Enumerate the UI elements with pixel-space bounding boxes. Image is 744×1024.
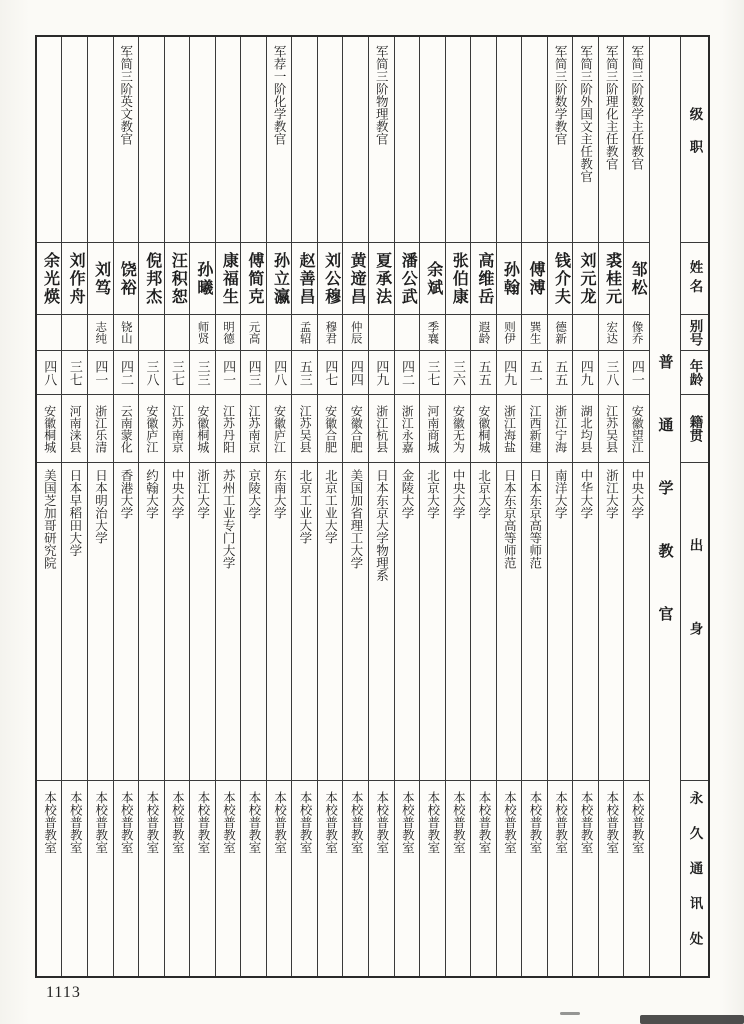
person-background: 日本东京高等师范 xyxy=(497,462,522,780)
person-native-place: 安徽桐城 xyxy=(471,394,496,462)
scan-artifact xyxy=(560,1012,580,1015)
person-address: 本校普教室 xyxy=(88,780,113,976)
person-rank: 军荐一阶化学教官 xyxy=(272,45,287,145)
person-rank xyxy=(190,37,215,242)
person-name: 孙立瀛 xyxy=(267,242,292,314)
person-native-place: 安徽桐城 xyxy=(190,394,215,462)
person-background: 日本东京高等师范 xyxy=(522,462,547,780)
person-rank: 军简三阶数学主任教官 xyxy=(629,45,644,170)
person-alias xyxy=(37,314,62,350)
person-native-place: 云南蒙化 xyxy=(114,394,139,462)
page-number: 1113 xyxy=(46,984,81,1001)
header-address-text: 永久通讯处 xyxy=(687,790,703,967)
person-column xyxy=(215,37,241,976)
person-background: 香港大学 xyxy=(114,462,139,780)
person-age: 三六 xyxy=(446,350,471,394)
person-rank xyxy=(522,37,547,242)
header-rank-label xyxy=(681,37,708,242)
person-name: 邹松 xyxy=(624,242,649,314)
person-address: 本校普教室 xyxy=(573,780,598,976)
person-age: 四九 xyxy=(573,350,598,394)
header-name-text: 姓名 xyxy=(687,259,703,298)
header-address-label xyxy=(681,780,708,976)
person-rank xyxy=(420,37,445,242)
person-address: 本校普教室 xyxy=(318,780,343,976)
person-column xyxy=(445,37,471,976)
person-column xyxy=(61,37,87,976)
header-background-text: 出身 xyxy=(687,537,703,706)
person-column xyxy=(164,37,190,976)
person-alias: 仲辰 xyxy=(343,314,368,350)
person-column xyxy=(394,37,420,976)
person-background: 中央大学 xyxy=(624,462,649,780)
person-rank xyxy=(241,37,266,242)
person-rank: 军简三阶英文教官 xyxy=(118,45,133,145)
person-rank: 军简三阶物理教官 xyxy=(374,45,389,145)
person-alias: 铙山 xyxy=(114,314,139,350)
person-alias: 穆君 xyxy=(318,314,343,350)
person-rank xyxy=(139,37,164,242)
person-column xyxy=(37,37,62,976)
person-column xyxy=(419,37,445,976)
header-alias-text: 别号 xyxy=(687,319,703,346)
person-address: 本校普教室 xyxy=(395,780,420,976)
person-address: 本校普教室 xyxy=(369,780,394,976)
person-name: 夏承法 xyxy=(369,242,394,314)
person-address: 本校普教室 xyxy=(37,780,62,976)
person-alias xyxy=(139,314,164,350)
person-alias xyxy=(573,314,598,350)
person-age: 三七 xyxy=(62,350,87,394)
person-address: 本校普教室 xyxy=(190,780,215,976)
person-background: 美国芝加哥研究院 xyxy=(37,462,62,780)
person-age: 三八 xyxy=(139,350,164,394)
person-age: 四二 xyxy=(114,350,139,394)
person-native-place: 安徽无为 xyxy=(446,394,471,462)
person-column xyxy=(547,37,573,976)
person-name: 倪邦杰 xyxy=(139,242,164,314)
person-age: 五三 xyxy=(292,350,317,394)
person-name: 赵善昌 xyxy=(292,242,317,314)
person-age: 四八 xyxy=(267,350,292,394)
person-name: 饶裕 xyxy=(114,242,139,314)
person-alias: 孟轺 xyxy=(292,314,317,350)
person-rank xyxy=(165,37,190,242)
person-rank xyxy=(471,37,496,242)
person-address: 本校普教室 xyxy=(599,780,624,976)
person-rank: 军简三阶数学教官 xyxy=(553,45,568,145)
person-rank xyxy=(292,37,317,242)
person-address: 本校普教室 xyxy=(624,780,649,976)
person-native-place: 江西新建 xyxy=(522,394,547,462)
person-age: 四二 xyxy=(395,350,420,394)
person-name: 汪积恕 xyxy=(165,242,190,314)
person-alias: 明德 xyxy=(216,314,241,350)
person-name: 孙翰 xyxy=(497,242,522,314)
header-rank-text: 级职 xyxy=(687,107,703,172)
person-background: 金陵大学 xyxy=(395,462,420,780)
person-column xyxy=(598,37,624,976)
person-alias: 德新 xyxy=(548,314,573,350)
person-column xyxy=(87,37,113,976)
header-age-label xyxy=(681,350,708,394)
person-age: 四九 xyxy=(369,350,394,394)
person-name: 余斌 xyxy=(420,242,445,314)
person-address: 本校普教室 xyxy=(522,780,547,976)
person-background: 中央大学 xyxy=(165,462,190,780)
person-rank xyxy=(88,37,113,242)
person-native-place: 江苏丹阳 xyxy=(216,394,241,462)
person-name: 潘公武 xyxy=(395,242,420,314)
person-name: 傅简克 xyxy=(241,242,266,314)
person-address: 本校普教室 xyxy=(497,780,522,976)
person-alias: 师贤 xyxy=(190,314,215,350)
person-rank: 军简三阶外国文主任教官 xyxy=(578,45,593,183)
person-address: 本校普教室 xyxy=(343,780,368,976)
person-address: 本校普教室 xyxy=(292,780,317,976)
person-background: 日本东京大学物理系 xyxy=(369,462,394,780)
person-address: 本校普教室 xyxy=(420,780,445,976)
person-native-place: 浙江乐清 xyxy=(88,394,113,462)
person-rank: 军简三阶理化主任教官 xyxy=(604,45,619,170)
person-native-place: 安徽合肥 xyxy=(343,394,368,462)
person-column xyxy=(189,37,215,976)
person-age: 五一 xyxy=(522,350,547,394)
person-age: 三七 xyxy=(165,350,190,394)
person-background: 中央大学 xyxy=(446,462,471,780)
person-age: 四三 xyxy=(241,350,266,394)
person-address: 本校普教室 xyxy=(139,780,164,976)
header-native-text: 籍贯 xyxy=(687,415,703,442)
person-column xyxy=(291,37,317,976)
person-name: 张伯康 xyxy=(446,242,471,314)
header-name-label xyxy=(681,242,708,314)
person-column xyxy=(240,37,266,976)
person-native-place: 安徽庐江 xyxy=(139,394,164,462)
person-native-place: 浙江宁海 xyxy=(548,394,573,462)
person-column xyxy=(496,37,522,976)
person-name: 高维岳 xyxy=(471,242,496,314)
person-alias: 巽生 xyxy=(522,314,547,350)
scan-artifact xyxy=(640,1015,744,1024)
person-address: 本校普教室 xyxy=(471,780,496,976)
person-background: 美国加省理工大学 xyxy=(343,462,368,780)
person-rank xyxy=(37,37,62,242)
person-age: 四九 xyxy=(497,350,522,394)
person-native-place: 江苏吴县 xyxy=(599,394,624,462)
person-native-place: 安徽桐城 xyxy=(37,394,62,462)
person-address: 本校普教室 xyxy=(267,780,292,976)
person-native-place: 江苏吴县 xyxy=(292,394,317,462)
person-alias xyxy=(369,314,394,350)
person-name: 康福生 xyxy=(216,242,241,314)
person-rank xyxy=(343,37,368,242)
header-age-text: 年龄 xyxy=(687,359,703,386)
person-alias xyxy=(267,314,292,350)
person-alias: 则伊 xyxy=(497,314,522,350)
person-age: 五五 xyxy=(471,350,496,394)
person-rank xyxy=(395,37,420,242)
person-background: 北京工业大学 xyxy=(292,462,317,780)
person-alias: 遐龄 xyxy=(471,314,496,350)
person-alias: 季襄 xyxy=(420,314,445,350)
person-name: 裘桂元 xyxy=(599,242,624,314)
person-rank xyxy=(216,37,241,242)
person-column xyxy=(342,37,368,976)
person-name: 黄遆昌 xyxy=(343,242,368,314)
person-alias: 宏达 xyxy=(599,314,624,350)
person-column xyxy=(266,37,292,976)
person-rank xyxy=(318,37,343,242)
person-background: 日本早稻田大学 xyxy=(62,462,87,780)
person-age: 四一 xyxy=(88,350,113,394)
person-column xyxy=(623,37,649,976)
person-name: 刘笃 xyxy=(88,242,113,314)
person-column xyxy=(572,37,598,976)
person-age: 三八 xyxy=(599,350,624,394)
person-name: 孙曦 xyxy=(190,242,215,314)
person-alias: 志纯 xyxy=(88,314,113,350)
person-background: 北京工业大学 xyxy=(318,462,343,780)
person-alias: 元高 xyxy=(241,314,266,350)
person-age: 四八 xyxy=(37,350,62,394)
person-name: 刘元龙 xyxy=(573,242,598,314)
person-name: 傅溥 xyxy=(522,242,547,314)
person-alias xyxy=(395,314,420,350)
person-native-place: 浙江永嘉 xyxy=(395,394,420,462)
person-address: 本校普教室 xyxy=(62,780,87,976)
person-background: 中华大学 xyxy=(573,462,598,780)
person-age: 四四 xyxy=(343,350,368,394)
person-age: 四一 xyxy=(624,350,649,394)
person-native-place: 浙江海盐 xyxy=(497,394,522,462)
person-native-place: 江苏南京 xyxy=(241,394,266,462)
person-alias xyxy=(62,314,87,350)
person-native-place: 安徽望江 xyxy=(624,394,649,462)
person-native-place: 安徽庐江 xyxy=(267,394,292,462)
person-background: 浙江大学 xyxy=(599,462,624,780)
section-title-column xyxy=(649,37,680,976)
person-rank xyxy=(62,37,87,242)
header-native-label xyxy=(681,394,708,462)
person-column xyxy=(138,37,164,976)
person-alias xyxy=(446,314,471,350)
person-name: 余光煐 xyxy=(37,242,62,314)
person-background: 约翰大学 xyxy=(139,462,164,780)
person-age: 四七 xyxy=(318,350,343,394)
person-address: 本校普教室 xyxy=(241,780,266,976)
person-native-place: 浙江杭县 xyxy=(369,394,394,462)
person-address: 本校普教室 xyxy=(216,780,241,976)
person-name: 刘公穆 xyxy=(318,242,343,314)
person-native-place: 安徽合肥 xyxy=(318,394,343,462)
person-rank xyxy=(446,37,471,242)
person-address: 本校普教室 xyxy=(446,780,471,976)
person-background: 东南大学 xyxy=(267,462,292,780)
person-name: 刘作舟 xyxy=(62,242,87,314)
person-column xyxy=(470,37,496,976)
person-native-place: 河南商城 xyxy=(420,394,445,462)
person-native-place: 河南涞县 xyxy=(62,394,87,462)
person-column xyxy=(368,37,394,976)
person-address: 本校普教室 xyxy=(548,780,573,976)
person-background: 苏州工业专门大学 xyxy=(216,462,241,780)
personnel-register-table xyxy=(35,35,710,978)
section-title: 普通学教官 xyxy=(656,354,674,669)
person-alias: 像乔 xyxy=(624,314,649,350)
person-name: 钱介夫 xyxy=(548,242,573,314)
person-age: 五五 xyxy=(548,350,573,394)
person-age: 四一 xyxy=(216,350,241,394)
person-rank xyxy=(497,37,522,242)
person-column xyxy=(521,37,547,976)
person-address: 本校普教室 xyxy=(165,780,190,976)
header-alias-label xyxy=(681,314,708,350)
person-background: 南洋大学 xyxy=(548,462,573,780)
person-column xyxy=(113,37,139,976)
person-age: 三七 xyxy=(420,350,445,394)
person-age: 三三 xyxy=(190,350,215,394)
person-background: 京陵大学 xyxy=(241,462,266,780)
person-address: 本校普教室 xyxy=(114,780,139,976)
person-background: 北京大学 xyxy=(420,462,445,780)
person-background: 北京大学 xyxy=(471,462,496,780)
person-column xyxy=(317,37,343,976)
header-background-label xyxy=(681,462,708,780)
person-alias xyxy=(165,314,190,350)
person-native-place: 江苏南京 xyxy=(165,394,190,462)
person-background: 日本明治大学 xyxy=(88,462,113,780)
row-header-column xyxy=(680,37,708,976)
person-background: 浙江大学 xyxy=(190,462,215,780)
person-native-place: 湖北均县 xyxy=(573,394,598,462)
